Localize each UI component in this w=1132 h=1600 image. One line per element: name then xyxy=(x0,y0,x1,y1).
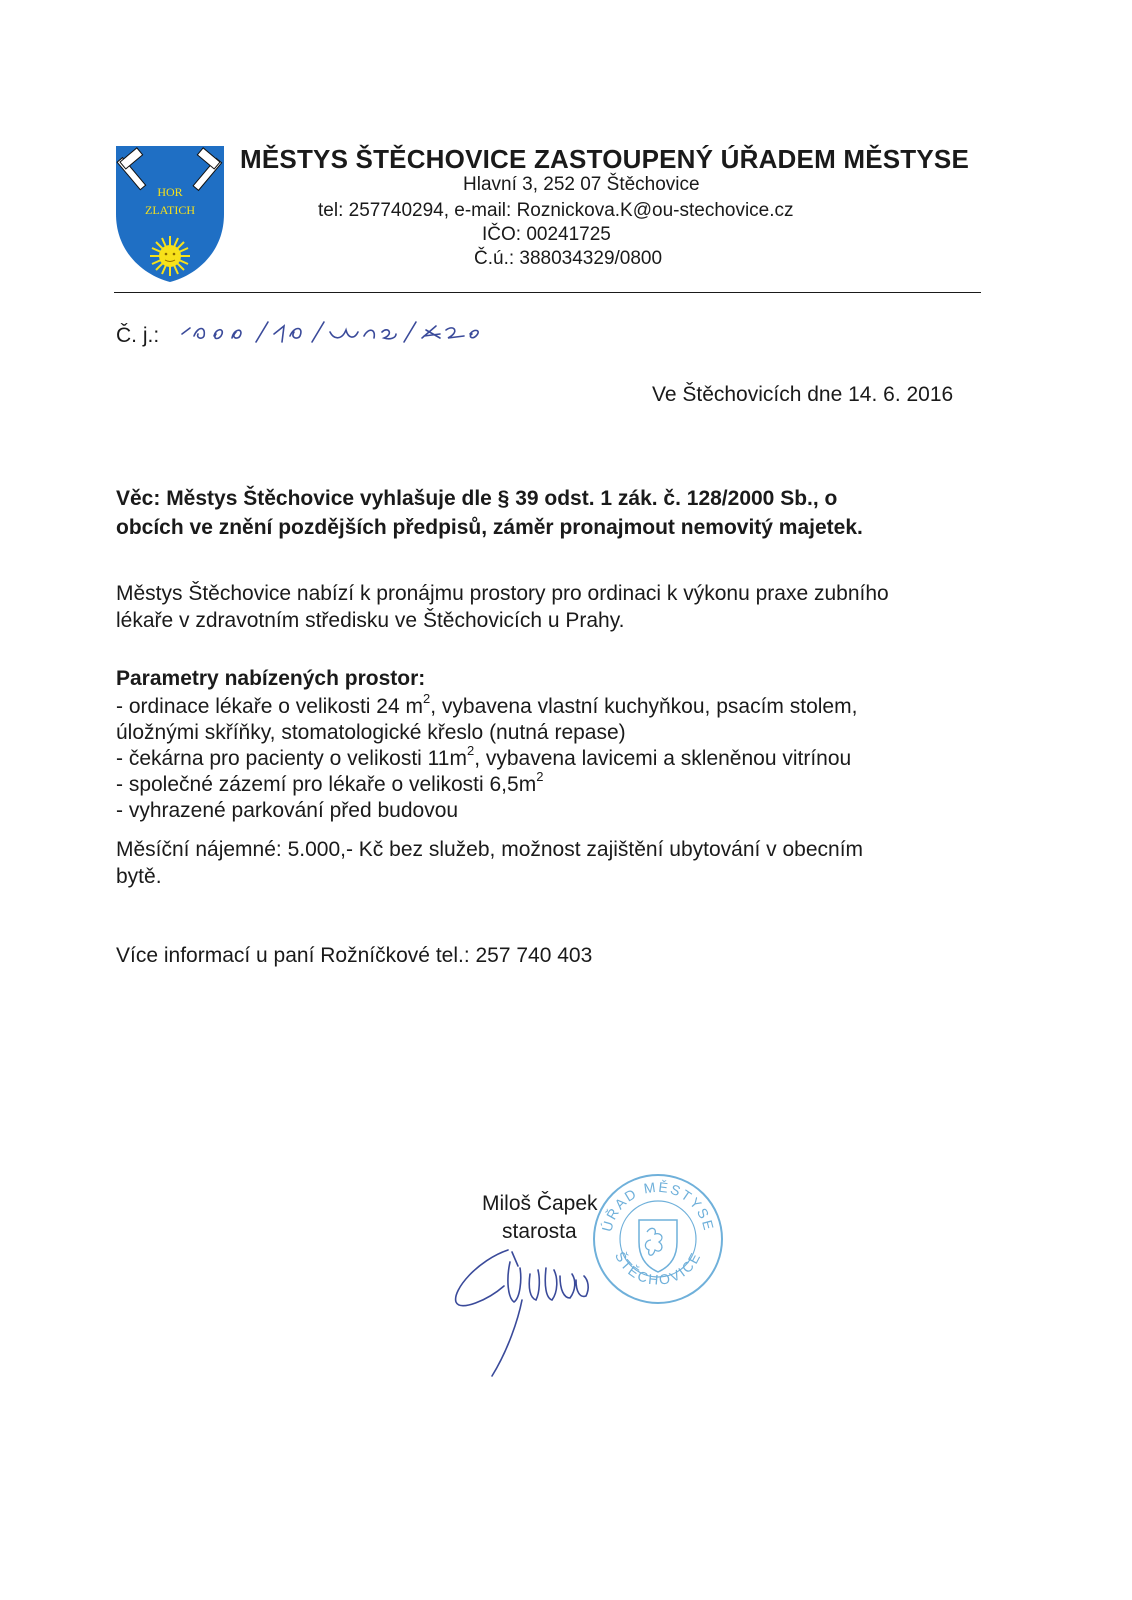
svg-text:HOR: HOR xyxy=(157,185,183,199)
params-item-shared-text: - společné zázemí pro lékaře o velikosti 6,5m xyxy=(116,773,537,796)
svg-text:ŠTĚCHOVICE: ŠTĚCHOVICE xyxy=(611,1248,705,1288)
params-item-office-text-cont: , vybavena vlastní kuchyňkou, psacím stolem, xyxy=(430,695,858,718)
subject-block xyxy=(116,484,976,542)
superscript: 2 xyxy=(466,743,475,758)
rent-line-2: bytě. xyxy=(116,865,162,888)
rent-line-1: Měsíční nájemné: 5.000,- Kč bez služeb, možnost zajištění ubytování v obecním xyxy=(116,838,864,861)
signer-role: starosta xyxy=(502,1220,577,1243)
ico-text: IČO: 00241725 xyxy=(482,224,611,245)
reference-label: Č. j.: xyxy=(116,324,160,347)
contact-text: tel: 257740294, e-mail: Roznickova.K@ou-stechovice.cz xyxy=(318,200,794,221)
superscript: 2 xyxy=(536,769,544,784)
account-text: Č.ú.: 388034329/0800 xyxy=(474,248,663,269)
subject-line-1: Věc: Městys Štěchovice vyhlašuje dle § 39 odst. 1 zák. č. 128/2000 Sb., o xyxy=(116,487,838,510)
params-list xyxy=(116,691,996,824)
subject-line-2: obcích ve znění pozdějších předpisů, záměr pronajmout nemovitý majetek. xyxy=(116,516,863,539)
superscript: 2 xyxy=(422,691,431,706)
params-item-office xyxy=(116,691,996,720)
params-item-waiting-room xyxy=(116,743,996,772)
params-item-waiting-text: - čekárna pro pacienty o velikosti 11m xyxy=(116,747,467,770)
handwritten-signature xyxy=(448,1240,618,1380)
svg-text:ZLATICH: ZLATICH xyxy=(145,203,195,217)
coat-of-arms-logo xyxy=(114,144,226,284)
rent-paragraph xyxy=(116,836,976,890)
params-heading: Parametry nabízených prostor: xyxy=(116,667,426,690)
signer-name: Miloš Čapek xyxy=(482,1192,598,1215)
params-item-office-line2: úložnými skříňky, stomatologické křeslo (nutná repase) xyxy=(116,721,626,744)
intro-line-1: Městys Štěchovice nabízí k pronájmu prostory pro ordinaci k výkonu praxe zubního xyxy=(116,582,889,605)
handwritten-reference xyxy=(178,312,488,352)
info-line: Více informací u paní Rožníčkové tel.: 257 740 403 xyxy=(116,944,593,967)
svg-text:ÚŘAD MĚSTYSE: ÚŘAD MĚSTYSE xyxy=(598,1178,718,1234)
intro-line-2: lékaře v zdravotním středisku ve Štěchovicích u Prahy. xyxy=(116,609,625,632)
intro-paragraph xyxy=(116,580,976,634)
address-text: Hlavní 3, 252 07 Štěchovice xyxy=(463,174,700,195)
params-item-parking: - vyhrazené parkování před budovou xyxy=(116,799,459,822)
header-divider xyxy=(114,292,981,293)
params-item-waiting-text-cont: , vybavena lavicemi a skleněnou vitrínou xyxy=(474,747,852,770)
params-item-shared-facilities xyxy=(116,769,996,798)
date-line: Ve Štěchovicích dne 14. 6. 2016 xyxy=(652,383,954,406)
organization-title: MĚSTYS ŠTĚCHOVICE ZASTOUPENÝ ÚŘADEM MĚSTYSE xyxy=(240,144,969,174)
params-item-office-text: - ordinace lékaře o velikosti 24 m xyxy=(116,695,423,718)
